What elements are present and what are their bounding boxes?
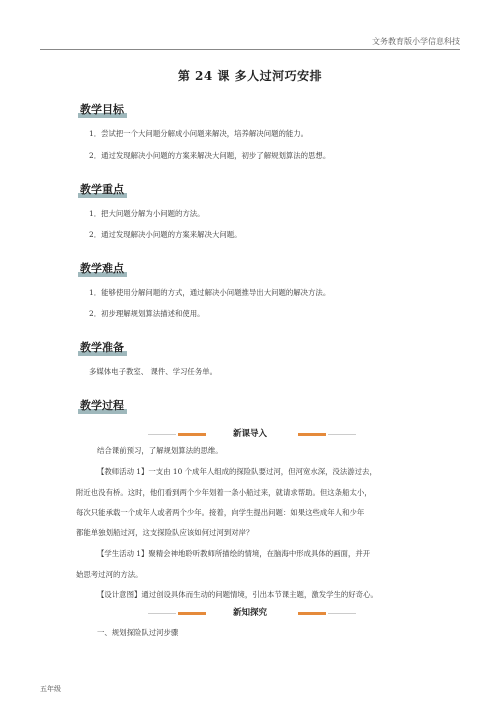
page-footer: 五年级 [40,685,61,693]
goals-item-2: 2．通过发现解决小问题的方案来解决大问题，初步了解规划算法的思想。 [89,151,331,160]
intro-paragraph-3a: 【学生活动 1】聚精会神地聆听教师所描绘的情境，在脑海中形成具体的画面，并开 [97,549,371,558]
intro-paragraph-1: 结合课前预习，了解规划算法的思维。 [97,446,223,455]
goals-item-1: 1．尝试把一个大问题分解成小问题来解决，培养解决问题的能力。 [89,129,309,138]
section-goals-heading: 教学目标 [80,103,124,116]
explore-divider-right [298,612,326,615]
section-difficulty-heading: 教学难点 [80,262,124,275]
key-item-1: 1．把大问题分解为小问题的方法。 [89,209,205,218]
section-key-heading: 教学重点 [80,183,124,196]
section-process-heading: 教学过程 [80,399,124,412]
page-title: 第 24 课 多人过河巧安排 [177,69,323,83]
difficulty-item-2: 2．初步理解规划算法描述和使用。 [89,309,205,318]
intro-paragraph-3b: 始思考过河的方法。 [76,570,143,579]
prep-text: 多媒体电子教室、 课件、学习任务单。 [89,367,217,376]
intro-subheading: 新课导入 [232,429,267,439]
intro-paragraph-2b: 附近也没有桥。这时，他们看到两个少年划着一条小船过来，就请求帮助。但这条船太小， [76,488,372,497]
intro-paragraph-2d: 都能单独划船过河，这支探险队应该如何过河到对岸？ [76,528,254,537]
intro-paragraph-2c: 每次只能承载一个成年人或者两个少年。接着，向学生提出问题：如果这些成年人和少年 [76,508,365,517]
intro-paragraph-4: 【设计意图】通过创设具体而生动的问题情境，引出本节课主题，激发学生的好奇心。 [97,590,378,599]
intro-divider-right-gray [328,434,356,435]
explore-item-1: 一、规划探险队过河步骤 [97,628,179,637]
explore-divider-right-gray [328,613,356,614]
intro-divider-right [298,433,326,436]
explore-subheading: 新知探究 [232,608,267,618]
section-prep-heading: 教学准备 [80,341,124,354]
header-rule [40,49,460,50]
difficulty-item-1: 1．能够使用分解问题的方式，通过解决小问题推导出大问题的解决方法。 [89,288,331,297]
intro-paragraph-2a: 【教师活动 1】一支由 10 个成年人组成的探险队要过河，但河宽水深，没法游过去， [97,467,377,476]
header-org: 文务教育版小学信息科技 [372,37,460,46]
key-item-2: 2．通过发现解决小问题的方案来解决大问题。 [89,230,242,239]
